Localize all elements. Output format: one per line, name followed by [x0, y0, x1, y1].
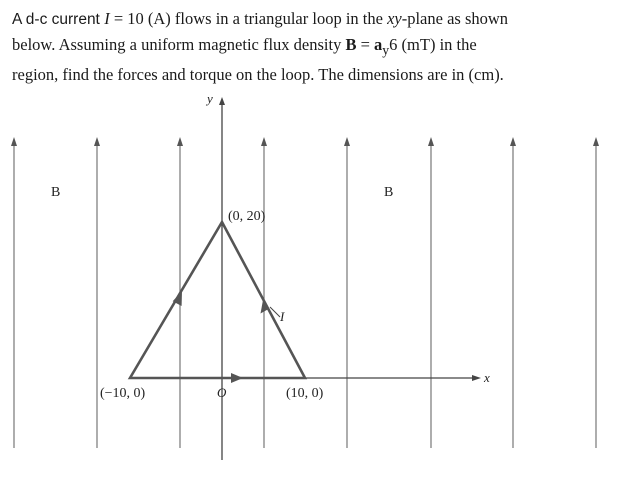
problem-text-2b: =	[356, 35, 375, 54]
field-label-left: B	[51, 185, 61, 200]
field-arrowhead	[94, 137, 100, 146]
field-arrowhead	[261, 137, 267, 146]
plane-name: xy	[387, 9, 402, 28]
apex-label: (0, 20)	[228, 209, 266, 224]
right-vertex-label: (10, 0)	[286, 386, 324, 401]
problem-text-1c: -plane as shown	[401, 9, 509, 28]
current-arrows	[173, 291, 270, 383]
field-label-right: B	[384, 185, 394, 200]
y-axis-label: y	[207, 91, 213, 106]
field-arrowhead	[428, 137, 434, 146]
problem-text-1b: = 10 (A) flows in a triangular loop in the	[109, 9, 388, 28]
field-lines	[14, 142, 596, 448]
field-arrowhead	[593, 137, 599, 146]
problem-text-2a: below. Assuming a uniform magnetic flux density	[12, 35, 346, 54]
current-label: I	[280, 309, 285, 324]
field-arrowhead	[177, 137, 183, 146]
origin-label: O	[217, 385, 227, 400]
unit-vector-subscript: y	[382, 42, 390, 58]
problem-text-1a: A d-c current	[12, 11, 105, 28]
current-arrow-bottom	[231, 373, 243, 383]
field-arrowhead	[344, 137, 350, 146]
field-arrowhead	[510, 137, 516, 146]
unit-vector: a	[374, 35, 383, 54]
problem-text-2c: 6 (mT) in the	[389, 35, 477, 54]
field-arrowheads	[11, 137, 599, 146]
current-symbol: I	[104, 9, 110, 28]
triangular-loop	[130, 222, 305, 378]
y-axis-arrowhead	[219, 97, 225, 105]
x-axis-arrowhead	[472, 375, 481, 381]
left-vertex-label: (−10, 0)	[100, 386, 146, 401]
field-arrowhead	[11, 137, 17, 146]
field-symbol: B	[345, 35, 357, 54]
axes	[130, 103, 474, 460]
x-axis-label: x	[484, 370, 490, 385]
problem-line-3: region, find the forces and torque on the loop. The dimensions are in (cm).	[12, 65, 504, 85]
